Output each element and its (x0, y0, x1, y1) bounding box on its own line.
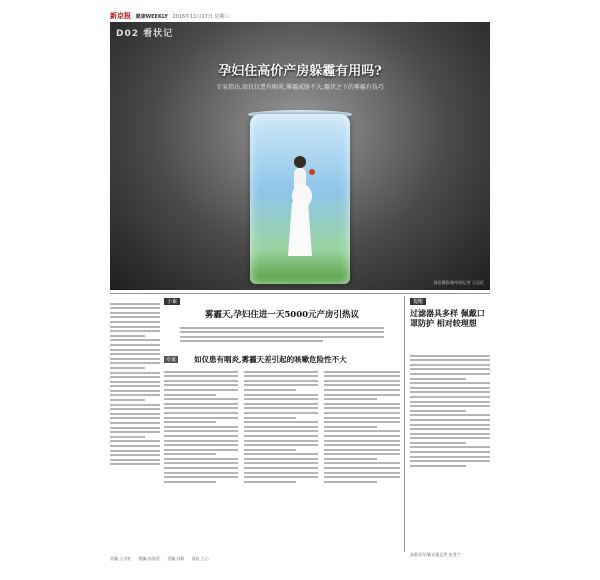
article-column-1 (164, 368, 238, 562)
footer-item: 美编 苏辉 (167, 556, 185, 561)
hero-photo (110, 22, 490, 290)
center-article-title: 雾霾天,孕妇住进一天5000元产房引热议 (204, 310, 360, 320)
main-headline: 孕妇住高价产房躲霾有用吗? (218, 64, 382, 79)
article-column-2 (244, 368, 318, 562)
pregnant-woman-figure (284, 152, 316, 262)
page-footer (110, 556, 490, 562)
right-section-label: 提醒 (410, 298, 426, 305)
issue-date: 2016年11月17日 星期三 (172, 14, 230, 20)
section-name: 健康WEEKLY (135, 14, 168, 20)
sub-article-title: 如仅患有咽炎,雾霾天差引起的咳嗽危险性不大 (194, 355, 347, 364)
footer-item: 首编 王书社 (110, 556, 132, 561)
page-header (110, 10, 490, 22)
sub-section-label: 专家 (166, 357, 177, 363)
newspaper-page (110, 10, 490, 562)
center-lead-text (180, 324, 384, 350)
right-article-title: 过滤器具多样 佩戴口罩防护 相对较理想 (410, 308, 485, 328)
page-tag: D02 看状记 (116, 29, 174, 39)
main-subhead: 专家指出,如仅仅患有咽炎,雾霾威胁不大,霾伏之下的雾霾有技巧 (216, 84, 384, 91)
column-divider (404, 296, 405, 552)
divider-rule (110, 293, 490, 294)
footer-item: 指编 孙海莹 (138, 556, 160, 561)
article-column-3 (324, 368, 400, 562)
newspaper-brand: 新京报 (110, 11, 131, 20)
right-article-credit: 本版采写/新京报记者 张秀兰 (410, 552, 461, 557)
footer-item: 质检 王心 (191, 556, 209, 561)
right-column-text (410, 352, 490, 548)
center-section-label: 小案 (164, 298, 180, 305)
left-column-text (110, 300, 160, 562)
photo-credit: 创意摄影/新华图记者 王远征 (433, 280, 484, 285)
